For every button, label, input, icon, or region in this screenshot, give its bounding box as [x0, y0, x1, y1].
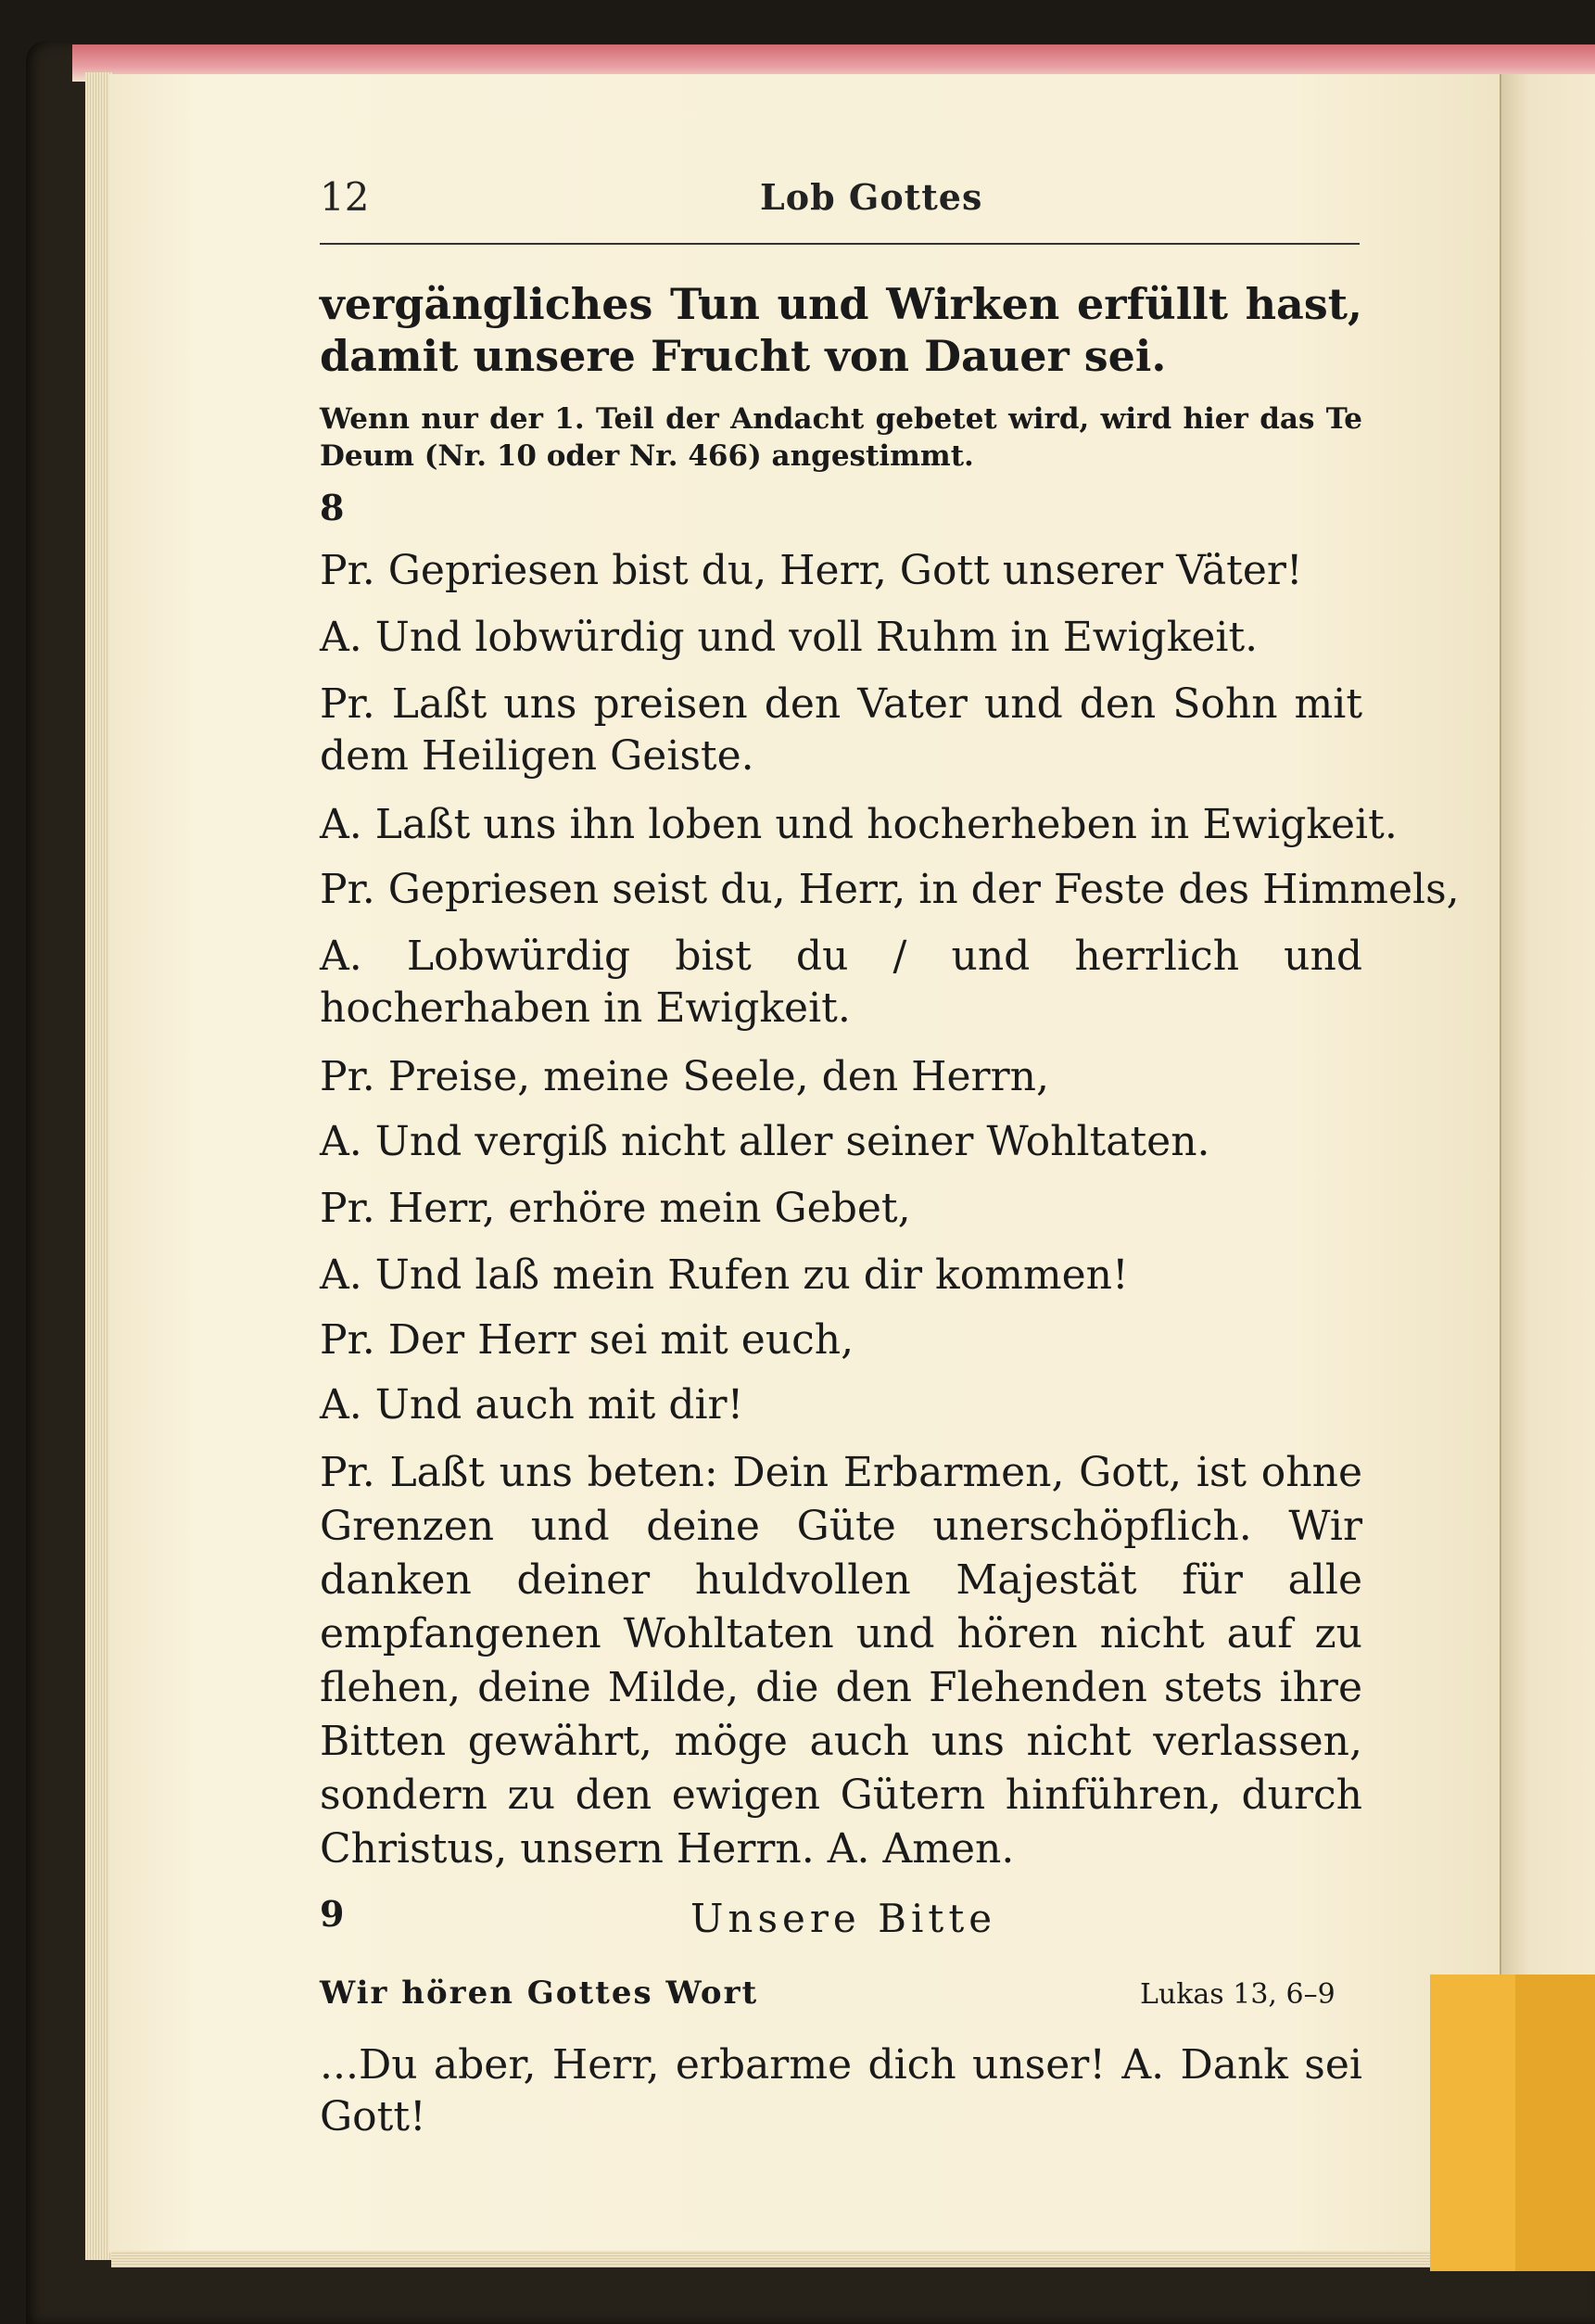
- bookmark-tab-shadow: [1515, 1975, 1595, 2271]
- verse-line: Pr. Laßt uns preisen den Vater und den Sohn mit dem Heiligen Geiste.: [320, 680, 1362, 780]
- running-title: Lob Gottes: [760, 176, 983, 218]
- response-text: ...Du aber, Herr, erbarme dich unser! A. Dank sei Gott!: [320, 2041, 1362, 2140]
- reading-heading: Wir hören Gottes Wort: [320, 1975, 759, 2012]
- facing-page-edge: [1500, 74, 1595, 2262]
- prayer-text: Pr. Laßt uns beten: Dein Erbarmen, Gott, ist ohne Grenzen und deine Güte unerschöpflich. Wir danken deiner huldvollen Majestät für alle empfangenen Wohltaten und hören nicht auf zu flehen, deine Milde, die den Flehenden stets ihre Bitten gewährt, möge auch uns nicht verlassen, sondern zu den ewigen Gütern hinführen, durch Christus, unsern Herrn. A. Amen.: [320, 1449, 1362, 1873]
- intro-text: vergängliches Tun und Wirken erfüllt hast, damit unsere Frucht von Dauer sei.: [320, 279, 1362, 381]
- verse-line: A. Lobwürdig bist du / und herrlich und hocherhaben in Ewigkeit.: [320, 933, 1362, 1032]
- verse-line: Pr. Der Herr sei mit euch,: [320, 1316, 854, 1364]
- section-number-8: 8: [320, 487, 345, 528]
- verse-line: Pr. Gepriesen bist du, Herr, Gott unserer Väter!: [320, 547, 1303, 594]
- section-title: Unsere Bitte: [690, 1896, 997, 1941]
- verse-line: A. Laßt uns ihn loben und hocherheben in Ewigkeit.: [320, 801, 1398, 848]
- verse-line: Pr. Preise, meine Seele, den Herrn,: [320, 1053, 1049, 1100]
- rubric-note: Wenn nur der 1. Teil der Andacht gebetet wird, wird hier das Te Deum (Nr. 10 oder Nr. 466) angestimmt.: [320, 402, 1362, 473]
- verse-line: A. Und lobwürdig und voll Ruhm in Ewigkeit.: [320, 614, 1259, 661]
- page-stack-bottom: [111, 2251, 1501, 2267]
- page-number: 12: [320, 174, 370, 220]
- verse-line: Pr. Gepriesen seist du, Herr, in der Feste des Himmels,: [320, 866, 1460, 913]
- header-rule: [320, 243, 1360, 245]
- verse-line: Pr. Herr, erhöre mein Gebet,: [320, 1185, 911, 1232]
- verse-line: A. Und auch mit dir!: [320, 1381, 744, 1429]
- verse-line: A. Und vergiß nicht aller seiner Wohltaten.: [320, 1118, 1210, 1165]
- verse-line: A. Und laß mein Rufen zu dir kommen!: [320, 1251, 1129, 1299]
- section-number-9: 9: [320, 1893, 345, 1935]
- scripture-reference: Lukas 13, 6–9: [1140, 1978, 1335, 2011]
